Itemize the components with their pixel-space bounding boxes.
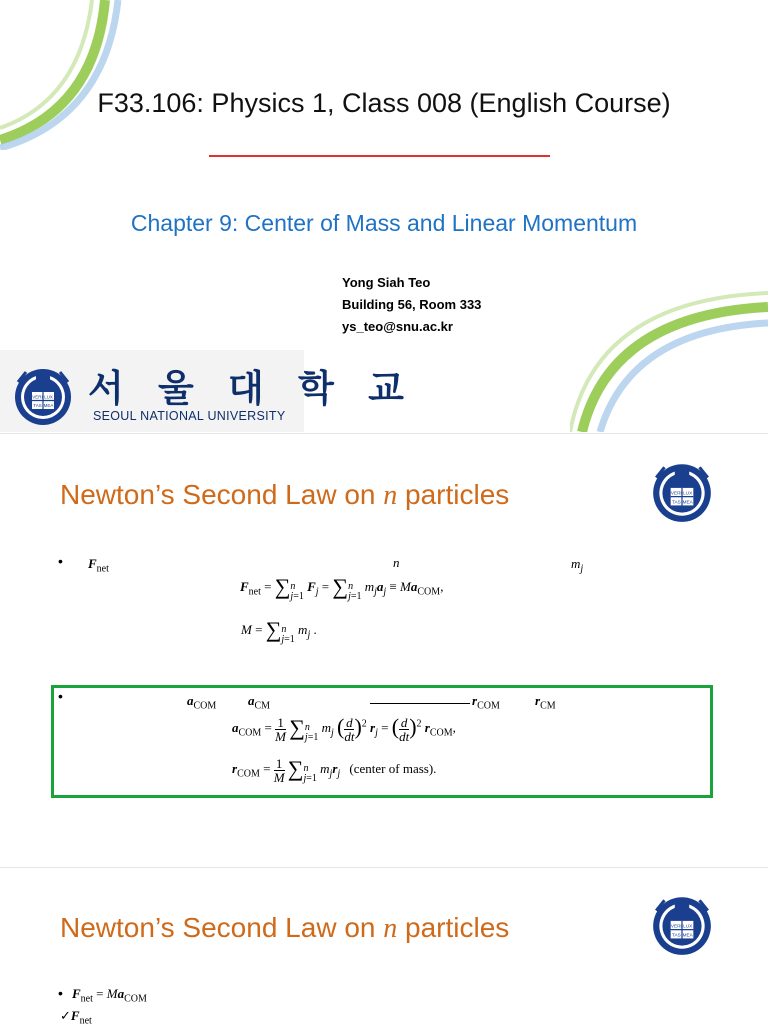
seal-text-3: TAS: [672, 499, 681, 505]
chapter-title: Chapter 9: Center of Mass and Linear Momentum: [130, 210, 638, 236]
rcom-symbol: $r_{COM}$: [472, 693, 500, 712]
title-suffix: particles: [397, 912, 510, 943]
university-name-korean: 서 울 대 학 교: [88, 368, 416, 409]
rcm-symbol: $r_{CM}$: [535, 693, 556, 712]
decorative-arc-bottom-right: [570, 285, 768, 432]
equation-rcom: $r_{COM}$ = $\frac{1}{M} \sum n$ j=1 $m_jr_j$ (center of mass).: [232, 755, 437, 785]
seal-text-3: TAS: [33, 403, 42, 408]
seal-text-1: VERI: [670, 923, 682, 929]
center-of-mass-note: (center of mass).: [349, 761, 437, 776]
author-block: [342, 272, 481, 338]
seal-text-3: TAS: [672, 932, 681, 938]
seal-text-4: MEA: [682, 499, 693, 505]
equation-fnet: $F_{net} = \sum n$ j=1 $F_j = \sum n$ j=1 $m_ja_j \equiv Ma_{COM}$,: [240, 574, 444, 602]
equation-total-mass: M = ∑n j=1 $m_j$ .: [241, 617, 317, 645]
seal-text-2: LUX: [44, 394, 53, 400]
author-email: ys_teo@snu.ac.kr: [342, 319, 453, 334]
check-icon: ✓: [60, 1008, 71, 1023]
seal-text-2: LUX: [683, 490, 693, 496]
bullet: •: [58, 553, 63, 569]
title-suffix: particles: [397, 479, 510, 510]
course-title: F33.106: Physics 1, Class 008 (English Course): [97, 88, 671, 118]
title-divider: [209, 155, 550, 157]
author-name: Yong Siah Teo: [342, 275, 431, 290]
title-variable: n: [383, 480, 398, 511]
university-seal-icon: [648, 456, 716, 526]
check-fnet: $✓F_{net}$: [60, 1008, 92, 1025]
seal-text-1: VERI: [670, 490, 682, 496]
seal-text-4: MEA: [43, 403, 54, 408]
university-seal-icon: [648, 889, 716, 959]
author-office: Building 56, Room 333: [342, 297, 482, 312]
n-symbol: n: [393, 555, 400, 570]
mj-symbol: $m_j$: [571, 556, 584, 575]
seal-text-4: MEA: [682, 932, 693, 938]
fnet-symbol: $F_{net}$: [88, 556, 109, 575]
seal-text-2: LUX: [683, 923, 693, 929]
bullet: •: [58, 688, 63, 704]
overline-decoration: [370, 703, 470, 704]
seal-text-1: VERI: [32, 394, 43, 400]
equation-acom: $a_{COM}$ = $\frac{1}{M} \sum n$ j=1 $m_j$ ( $\frac{d}{dt})^2$ $r_j$ = ( $\frac{d}{dt})^2$ $r_{COM}$,: [232, 714, 456, 744]
equation-fnet-macom: $F_{net} = Ma_{COM}$: [72, 986, 147, 1005]
title-prefix: Newton’s Second Law on: [60, 479, 384, 510]
decorative-arc-top-left: [0, 0, 130, 150]
title-slide: [0, 0, 768, 432]
title-prefix: Newton’s Second Law on: [60, 912, 384, 943]
slide-title: [60, 479, 509, 512]
university-name-english: SEOUL NATIONAL UNIVERSITY: [93, 409, 286, 423]
bullet: •: [58, 985, 63, 1001]
acom-symbol: $a_{COM}$: [187, 693, 217, 712]
title-variable: n: [383, 913, 398, 944]
slide-newton-second-law: [0, 433, 768, 867]
university-seal-icon: [10, 362, 76, 428]
slide-newton-second-law-continued: [0, 867, 768, 1025]
acm-symbol: $a_{CM}$: [248, 693, 271, 712]
slide-title: [60, 912, 509, 945]
